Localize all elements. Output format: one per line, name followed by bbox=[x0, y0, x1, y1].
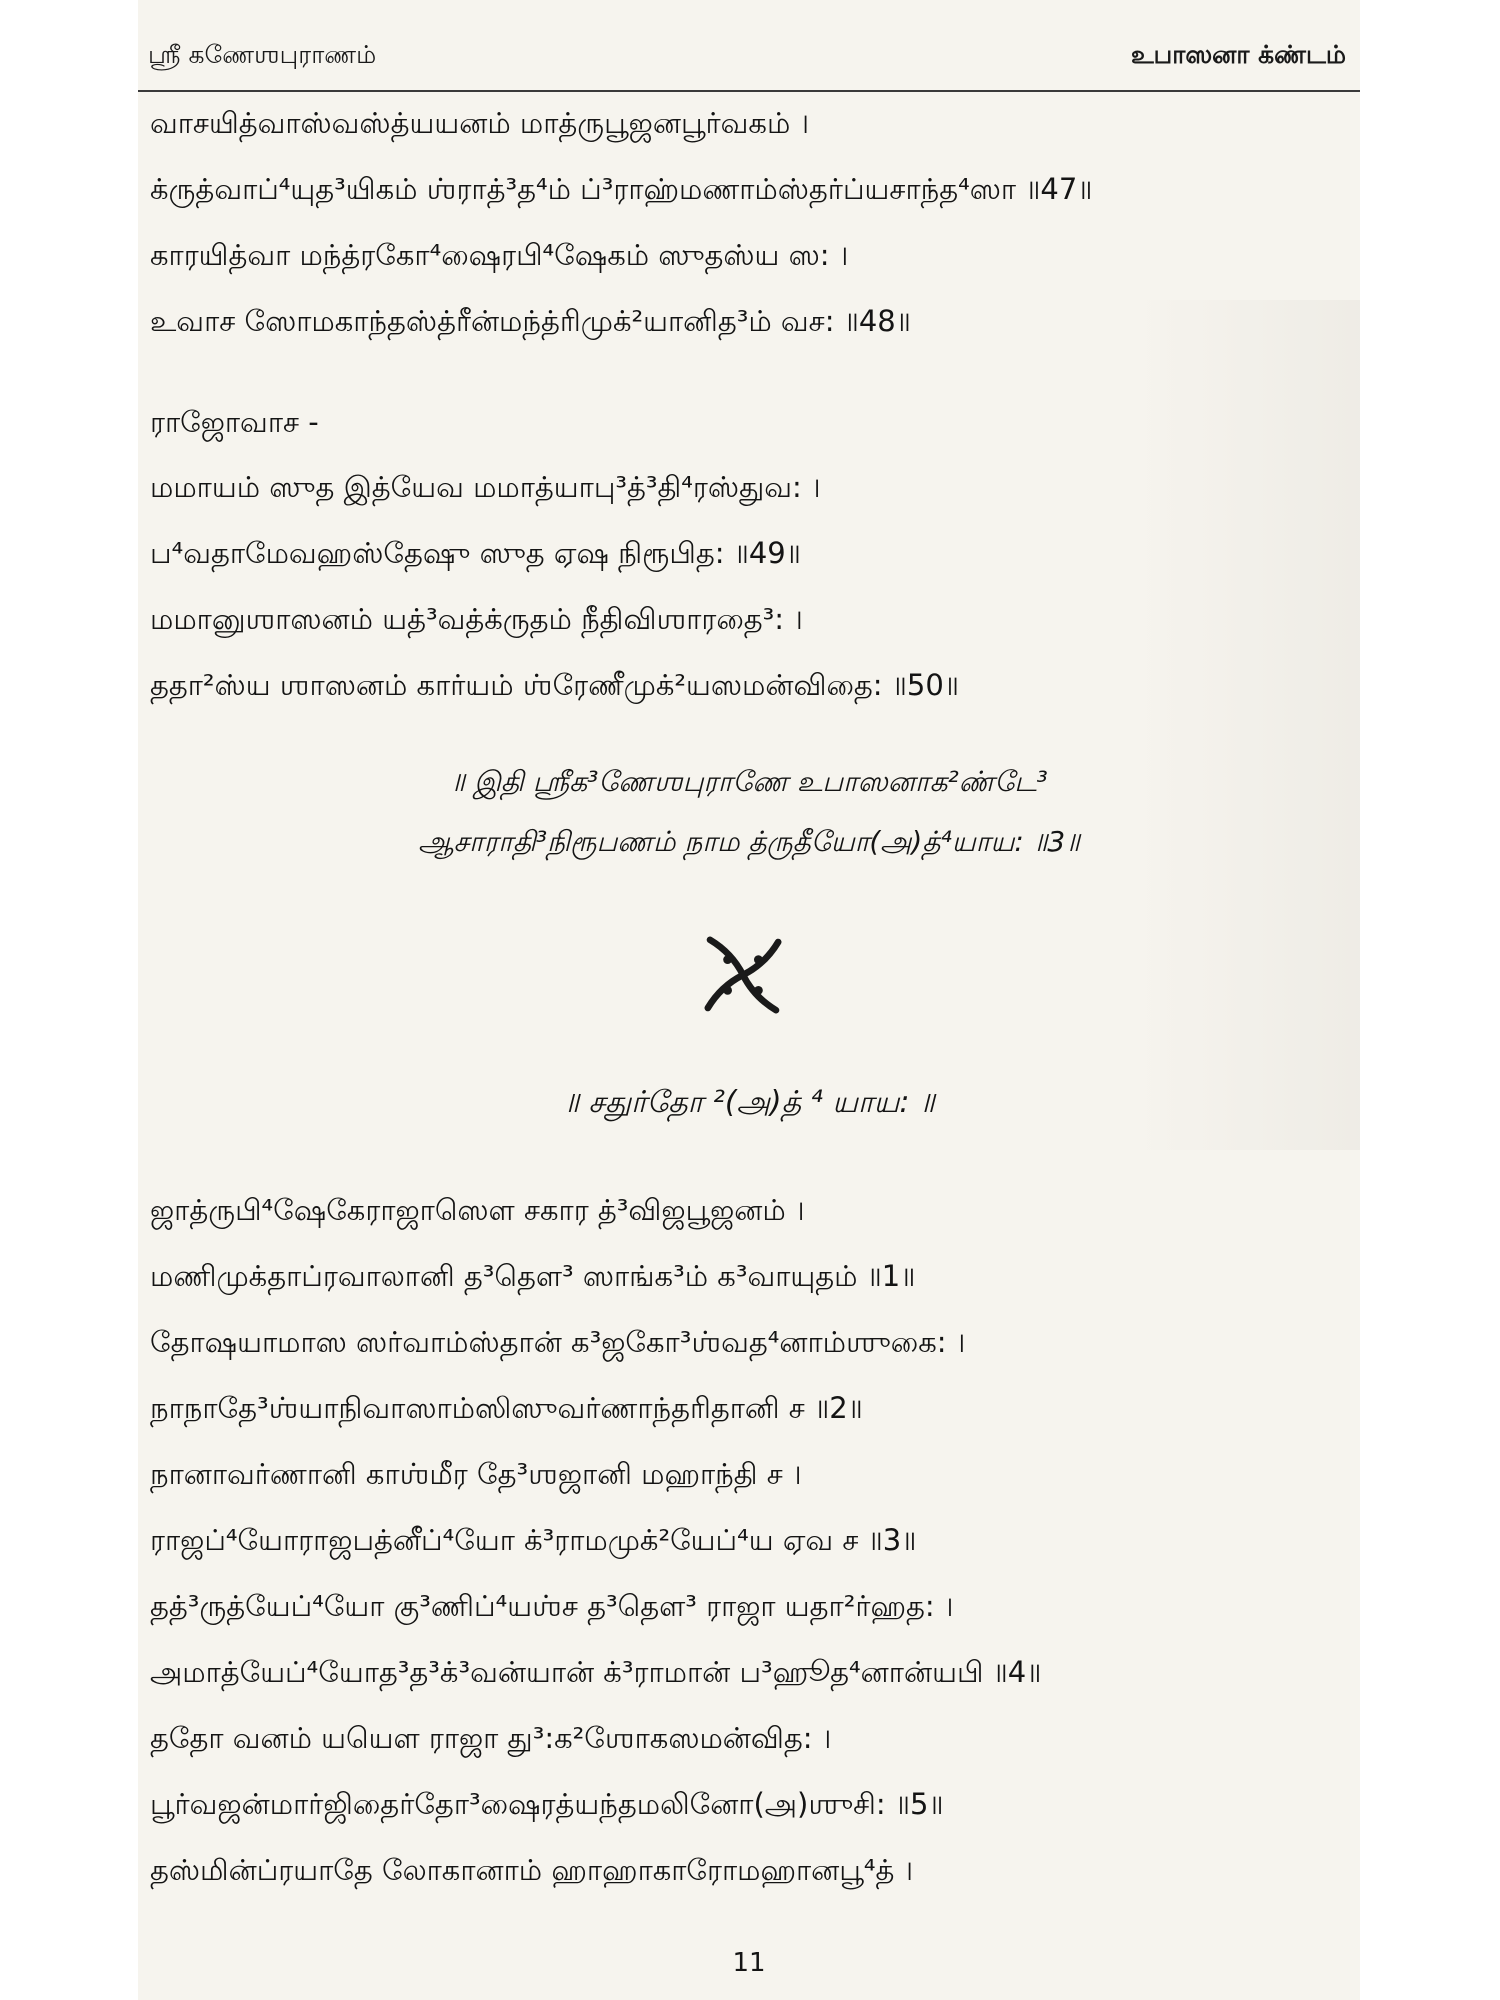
show-through-shadow bbox=[1130, 300, 1360, 1150]
verse-line: நானாவர்ணானி காஶ்மீர தே³ஶஜானி மஹாந்தி ச । bbox=[150, 1457, 802, 1491]
header-book-title: ஸ்ரீ கணேஶபுராணம் bbox=[148, 40, 377, 69]
verse-line: அமாத்யேப்⁴யோத³த³க்³வன்யான் க்³ராமான் ப³ஹூத⁴னான்யபி ॥4॥ bbox=[150, 1655, 1042, 1689]
verse-line: ராஜப்⁴யோராஜபத்னீப்⁴யோ க்³ராமமுக்²யேப்⁴ய ஏவ ச ॥3॥ bbox=[150, 1523, 917, 1557]
header-rule bbox=[138, 90, 1360, 92]
chapter-title: ॥ சதுர்தோ ²(அ)த் ⁴ யாய꞉ ॥ bbox=[563, 1085, 935, 1120]
verse-line: தோஷயாமாஸ ஸர்வாம்ஸ்தான் க³ஜகோ³ஶ்வத⁴னாம்ஶுகை꞉ । bbox=[150, 1325, 966, 1359]
page-number: 11 bbox=[732, 1948, 766, 1978]
verse-line: மமானுஶாஸனம் யத்³வத்க்ருதம் நீதிவிஶாரதை³꞉ । bbox=[150, 602, 803, 636]
verse-line: க்ருத்வாப்⁴யுத³யிகம் ஶ்ராத்³த⁴ம் ப்³ராஹ்மணாம்ஸ்தர்ப்யசாந்த⁴ஸா ॥47॥ bbox=[150, 172, 1093, 206]
verse-line: நாநாதே³ஶ்யாநிவாஸாம்ஸிஸுவர்ணாந்தரிதானி ச ॥2॥ bbox=[150, 1391, 863, 1425]
swastika-ornament-icon bbox=[688, 920, 798, 1030]
verse-line: மணிமுக்தாப்ரவாலானி த³தௌ³ ஸாங்க³ம் க³வாயுதம் ॥1॥ bbox=[150, 1259, 916, 1293]
speaker-label: ராஜோவாச - bbox=[150, 405, 319, 439]
book-page bbox=[138, 0, 1360, 2000]
chapter-colophon-line: ॥ இதி ஶ்ரீக³ணேஶபுராணே உபாஸனாக²ண்டே³ bbox=[450, 765, 1048, 798]
verse-line: தஸ்மின்ப்ரயாதே லோகானாம் ஹாஹாகாரோமஹானபூ⁴த் । bbox=[150, 1853, 914, 1887]
verse-line: ப⁴வதாமேவஹஸ்தேஷு ஸுத ஏஷ நிரூபித꞉ ॥49॥ bbox=[150, 536, 801, 570]
header-section-title: உபாஸனா க்ண்டம் bbox=[1130, 40, 1346, 69]
chapter-colophon-line: ஆசாராதி³நிரூபணம் நாம த்ருதீயோ(அ)த்⁴யாய꞉ ॥3॥ bbox=[418, 825, 1080, 858]
verse-line: தத்³ருத்யேப்⁴யோ கு³ணிப்⁴யஶ்ச த³தௌ³ ராஜா யதா²ர்ஹத꞉ । bbox=[150, 1589, 954, 1623]
running-header bbox=[138, 0, 1360, 90]
verse-line: பூர்வஜன்மார்ஜிதைர்தோ³ஷைரத்யந்தமலினோ(அ)ஶுசி꞉ ॥5॥ bbox=[150, 1787, 944, 1821]
verse-line: காரயித்வா மந்த்ரகோ⁴ஷைரபி⁴ஷேகம் ஸுதஸ்ய ஸ꞉ । bbox=[150, 238, 849, 272]
verse-line: வாசயித்வாஸ்வஸ்த்யயனம் மாத்ருபூஜனபூர்வகம் । bbox=[150, 106, 810, 140]
verse-line: ஜாத்ருபி⁴ஷேகேராஜாஸௌ சகார த்³விஜபூஜனம் । bbox=[150, 1193, 805, 1227]
verse-line: உவாச ஸோமகாந்தஸ்த்ரீன்மந்த்ரிமுக்²யானித³ம் வச꞉ ॥48॥ bbox=[150, 304, 911, 338]
verse-line: ததா²ஸ்ய ஶாஸனம் கார்யம் ஶ்ரேணீமுக்²யஸமன்விதை꞉ ॥50॥ bbox=[150, 668, 959, 702]
verse-line: ததோ வனம் யயௌ ராஜா து³꞉க²ஶோகஸமன்வித꞉ । bbox=[150, 1721, 832, 1755]
verse-line: மமாயம் ஸுத இத்யேவ மமாத்யாபு³த்³தி⁴ரஸ்துவ꞉ । bbox=[150, 470, 821, 504]
